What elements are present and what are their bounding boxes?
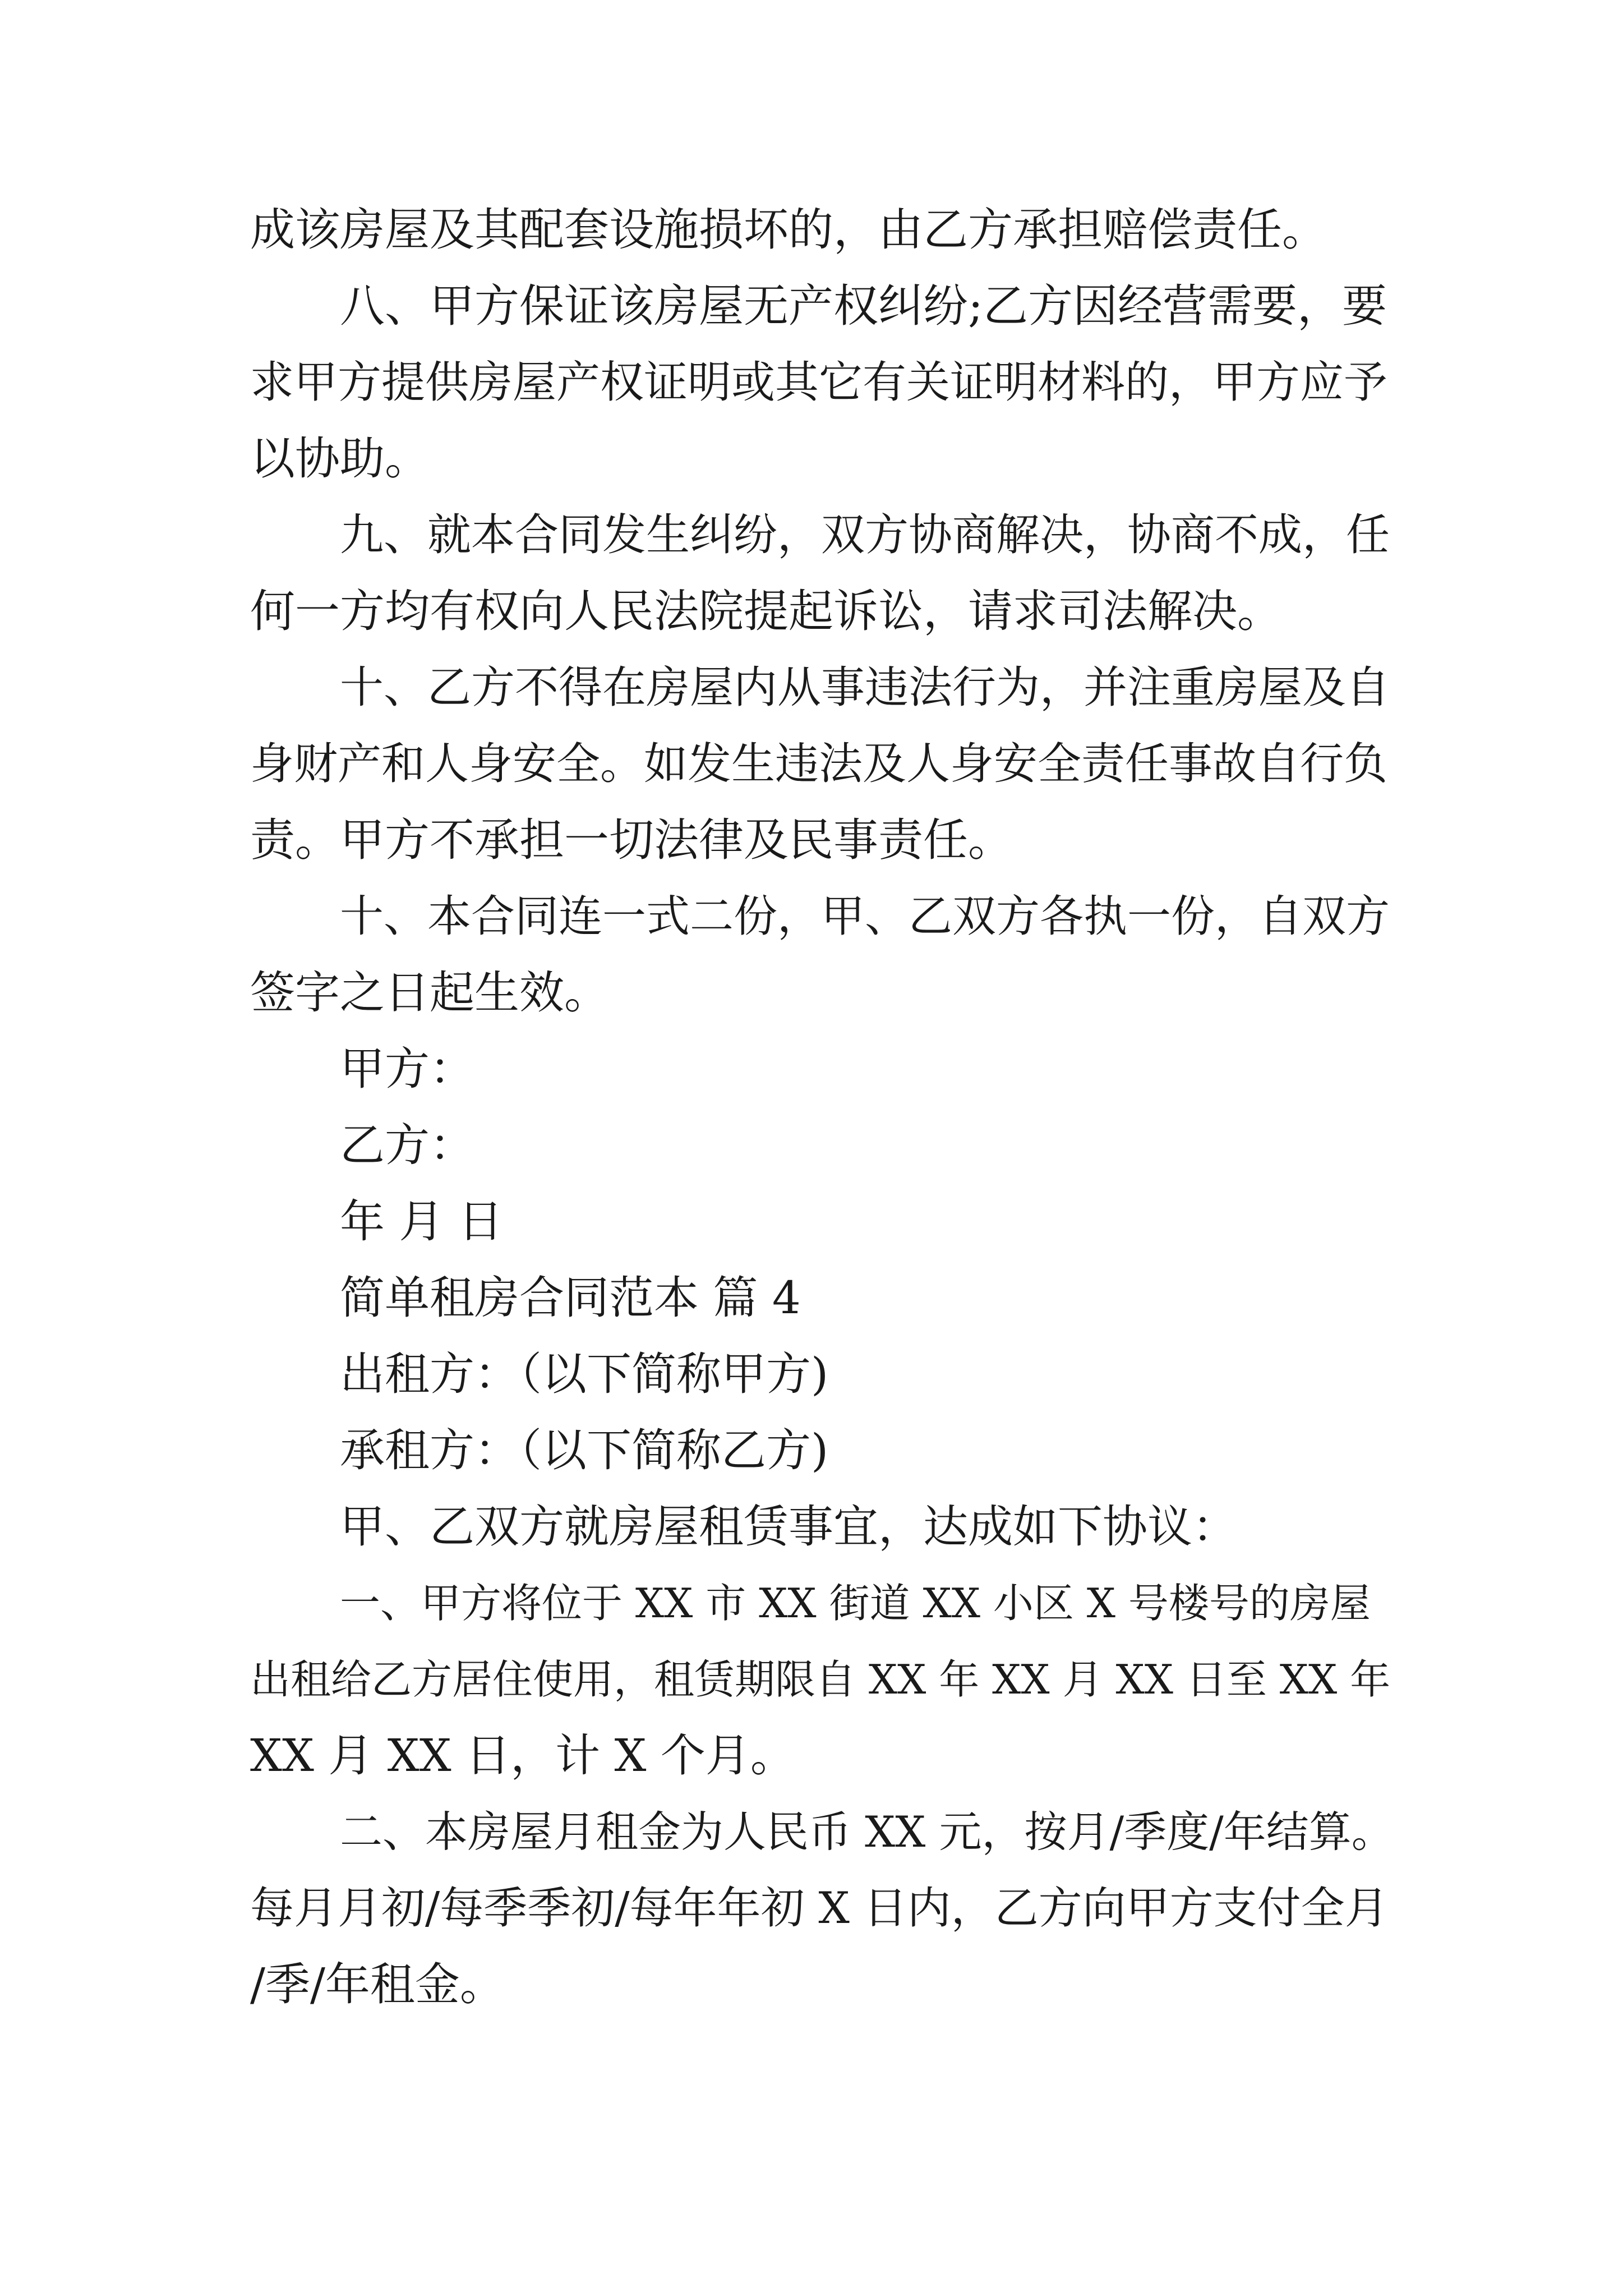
text-line: XX 月 XX 日，计 X 个月。	[250, 1729, 795, 1782]
section-title: 简单租房合同范本 篇 4	[340, 1272, 801, 1324]
signature-party-a: 甲方：	[340, 1043, 474, 1095]
text-line: 何一方均有权向人民法院提起诉讼，请求司法解决。	[250, 585, 1282, 637]
text-line: 十、乙方不得在房屋内从事违法行为，并注重房屋及自	[340, 662, 1390, 713]
text-line: 求甲方提供房屋产权证明或其它有关证明材料的，甲方应予	[250, 357, 1388, 408]
lessor-line: 出租方：（以下简称甲方)	[340, 1348, 829, 1400]
text-line: 成该房屋及其配套设施损坏的，由乙方承担赔偿责任。	[250, 204, 1327, 256]
text-line: 身财产和人身安全。如发生违法及人身安全责任事故自行负	[250, 739, 1388, 789]
text-line: 以协助。	[250, 432, 430, 485]
lessee-line: 承租方：（以下简称乙方)	[340, 1424, 829, 1476]
text-line: 十、本合同连一式二份，甲、乙双方各执一份，自双方	[340, 891, 1390, 942]
text-line: /季/年租金。	[250, 1958, 505, 2010]
signature-date: 年 月 日	[340, 1195, 503, 1248]
signature-party-b: 乙方：	[340, 1119, 474, 1171]
text-line: 八、甲方保证该房屋无产权纠纷;乙方因经营需要，要	[340, 280, 1387, 332]
text-line: 责。甲方不承担一切法律及民事责任。	[250, 814, 1013, 866]
text-line: 一、甲方将位于 XX 市 XX 街道 XX 小区 X 号楼号的房屋	[340, 1580, 1371, 1627]
text-line: 每月月初/每季季初/每年年初 X 日内，乙方向甲方支付全月	[250, 1883, 1389, 1934]
text-line: 九、就本合同发生纠纷，双方协商解决，协商不成，任	[340, 510, 1390, 560]
text-line: 甲、乙双方就房屋租赁事宜，达成如下协议：	[340, 1501, 1237, 1553]
text-line: 二、本房屋月租金为人民币 XX 元，按月/季度/年结算。	[340, 1807, 1394, 1857]
text-line: 出租给乙方居住使用，租赁期限自 XX 年 XX 月 XX 日至 XX 年	[250, 1656, 1391, 1703]
text-line: 签字之日起生效。	[250, 967, 609, 1019]
